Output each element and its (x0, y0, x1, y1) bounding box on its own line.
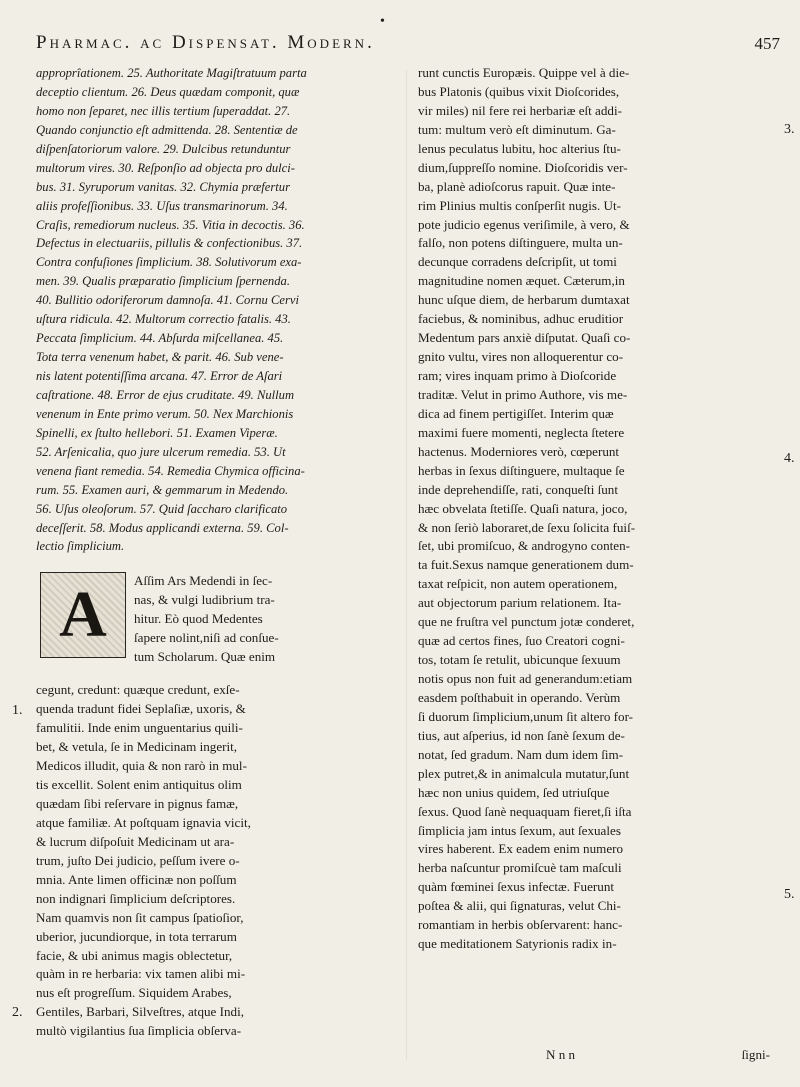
body-line: tum: multum verò eſt diminutum. Ga- (418, 121, 616, 137)
column-gutter (406, 70, 407, 1060)
body-line: poſtea & alii, qui ſignaturas, velut Chi- (418, 898, 621, 914)
body-line: rim Plinius multis conſperſit nugis. Ut- (418, 197, 621, 213)
body-line: dium,ſuppreſſo nomine. Dioſcoridis ver- (418, 159, 628, 175)
left-column (36, 64, 392, 1041)
summary-line: Peccata ſimplicium. 44. Abſurda miſcellanea. 45. (36, 331, 284, 346)
body-line: quenda tradunt fidei Seplaſiæ, uxoris, & (36, 701, 246, 717)
body-line: hunc uſque diem, de herbarum dumtaxat (418, 292, 630, 308)
body-line: runt cunctis Europæis. Quippe vel à die- (418, 65, 630, 80)
summary-line: men. 39. Qualis præparatio ſimplicium ſpernenda. (36, 274, 290, 289)
body-line: bet, & vetula, ſe in Medicinam ingerit, (36, 739, 238, 755)
body-line: ſet, ubi promiſcuo, & androgyno conten- (418, 538, 630, 554)
summary-line: homo non ſeparet, nec illis tertium ſuperaddat. 27. (36, 103, 291, 118)
body-line: ta fuit.Sexus namque generationem dum- (418, 557, 634, 573)
body-line: notat, ſed gradum. Nam dum idem ſim- (418, 746, 624, 762)
body-line: hæc non unius quidem, ſed utriuſque (418, 784, 610, 800)
summary-line: Quando conjunctio eſt admittenda. 28. Sententiæ de (36, 122, 298, 137)
body-line: notis opus non fuit ad generandum:etiam (418, 671, 633, 686)
margin-note-number: 3. (784, 122, 795, 137)
body-line: falſo, non potens diſtinguere, multa un- (418, 235, 623, 251)
signature-mark: N n n (546, 1047, 576, 1062)
summary-line: venena fiant remedia. 54. Remedia Chymica officina- (36, 463, 305, 478)
body-line: tis excellit. Solent enim antiquitus olim (36, 777, 242, 793)
body-line: tius, aut aſperius, id non ſanè ſexum de- (418, 727, 625, 743)
summary-line: Contra confuſiones ſimplicium. 38. Solutivorum exa- (36, 255, 302, 270)
body-line: quædam ſibi reſervare in pignus famæ, (36, 796, 239, 811)
page-number: 457 (754, 34, 780, 53)
ornamented-initial-block (36, 568, 392, 681)
body-line: faciebus, & nominibus, adhuc eruditior (418, 311, 624, 327)
body-line: herba naſcuntur promiſcuè tam maſculi (418, 860, 622, 876)
body-line: Nam quamvis non ſit campus ſpatioſior, (36, 909, 244, 925)
body-line: maximi fuere momenti, neglecta ſtetere (418, 424, 625, 440)
body-line: non indignari ſimplicium deſcriptores. (36, 890, 236, 906)
margin-note-number: 1. (12, 703, 23, 718)
body-line: quæ ad certos fines, ſuo Creatori cogni- (418, 633, 625, 649)
summary-line: 40. Bullitio odoriferorum damnoſa. 41. Cornu Cervi (36, 293, 299, 308)
drop-cap-letter: A (59, 578, 107, 652)
body-line: bus Platonis (quibus vixit Dioſcorides, (418, 83, 620, 99)
body-line: Aſſim Ars Medendi in ſec- (134, 573, 273, 589)
running-head: Pharmac. ac Dispensat. Modern. (36, 32, 375, 53)
summary-line: lectio ſimplicium. (36, 539, 125, 554)
body-line: nus eſt progreſſum. Siquidem Arabes, (36, 985, 232, 1001)
body-line: ram; vires inquam primo à Dioſcoride (418, 368, 617, 383)
body-line: famulitii. Inde enim unguentarius quili- (36, 720, 243, 736)
body-line: quàm fœminei ſexus infectæ. Fuerunt (418, 879, 615, 895)
body-line: ſapere nolint,niſi ad conſue- (134, 630, 279, 646)
margin-note-number: 2. (12, 1005, 23, 1020)
body-line: vires haberent. Ex eadem enim numero (418, 841, 624, 857)
header-ornament: • (380, 14, 385, 29)
body-line: mnia. Ante limen officinæ non poſſum (36, 871, 237, 887)
margin-note-number: 4. (784, 451, 795, 466)
body-line: uberior, jucundiorque, in tota terrarum (36, 928, 237, 944)
body-line: que meditationem Satyrionis radix in- (418, 936, 617, 952)
summary-line: Tota terra venenum habet, & parit. 46. Sub vene- (36, 350, 284, 365)
body-line: hitur. Eò quod Medentes (134, 611, 263, 627)
body-line: Medicos illudit, quia & non rarò in mul- (36, 758, 247, 774)
summary-line: approprîationem. 25. Authoritate Magiſtratuum parta (36, 66, 307, 80)
summary-line: uſtura ridicula. 42. Multorum correctio fatalis. 43. (36, 312, 291, 327)
body-line: traditæ. Velut in primo Authore, vis me- (418, 386, 628, 402)
body-line: dica ad finem pertigiſſet. Interim quæ (418, 405, 614, 421)
body-line: gnito vultu, vires non alloquerentur co- (418, 349, 624, 365)
summary-line: deceſſerit. 58. Modus applicandi externa. 59. Col- (36, 520, 289, 535)
decorated-initial (40, 572, 126, 658)
body-line: ſi duorum ſimplicium,unum ſit altero for- (418, 708, 634, 724)
summary-line: Spinelli, ex ſtulto hellebori. 51. Examen Viperæ. (36, 425, 278, 440)
summary-line: 56. Uſus oleoſorum. 57. Quid ſaccharo clarificato (36, 501, 288, 516)
body-line: cegunt, credunt: quæque credunt, exſe- (36, 682, 240, 698)
body-line: herbas in ſexus diſtinguere, multaque ſe (418, 462, 625, 478)
summary-line: bus. 31. Syruporum vanitas. 32. Chymia præfertur (36, 179, 290, 194)
body-line: lenus peculatus lubitu, hoc alterius ſtu- (418, 140, 621, 156)
body-line: atque familiæ. At poſtquam ignavia vicit, (36, 814, 251, 830)
body-text (36, 681, 392, 1041)
summary-line: caſtratione. 48. Error de ejus cruditate. 49. Nullum (36, 387, 295, 402)
body-line: Medentum pars anxiè diſputat. Quaſi co- (418, 330, 631, 346)
body-line: Gentiles, Barbari, Silveſtres, atque Indi, (36, 1004, 244, 1020)
body-line: tum Scholarum. Quæ enim (134, 649, 276, 665)
summary-line: aliis profeſſionibus. 33. Uſus transmarinorum. 34. (36, 198, 288, 213)
summary-line: rum. 55. Examen auri, & gemmarum in Medendo. (36, 482, 289, 497)
body-line: decunque corradens deſcripſit, ut tomi (418, 254, 617, 270)
body-line: pote judicio egenus veriſimile, à vero, & (418, 216, 630, 232)
body-line: que ne fruſtra vel punctum jotæ conderet, (418, 614, 635, 630)
summary-line: nis latent potentiſſima arcana. 47. Error de Aſari (36, 369, 283, 383)
summary-line: multorum vires. 30. Reſponſio ad objecta pro dulci- (36, 160, 295, 175)
summary-line: deceptio clientum. 26. Deus quædam componit, quæ (36, 84, 300, 99)
body-line: tos, totam ſe retulit, ubicunque ſexuum (418, 652, 621, 668)
catchword: ſigni- (741, 1047, 770, 1062)
body-line: hactenus. Moderniores verò, cœperunt (418, 443, 620, 459)
chapter-summary (36, 64, 392, 556)
body-line: plex putret,& in animalcula mutatur,ſunt (418, 765, 630, 781)
body-line: ba, planè adioſcorus rapuit. Quæ inte- (418, 178, 616, 194)
body-line: multò vigilantius ſua ſimplicia obſerva- (36, 1023, 242, 1039)
page-header (36, 8, 788, 64)
body-line: easdem poſthabuit in operando. Verùm (418, 689, 621, 705)
body-line: taxat reſpicit, non autem operationem, (418, 576, 618, 592)
body-line: romantiam in herbis obſervarent: hanc- (418, 917, 623, 933)
body-line: magnitudine nomen æquet. Cæterum,in (418, 273, 625, 289)
summary-line: venenum in Ente primo verum. 50. Nex Marchionis (36, 406, 294, 421)
body-line: vir miles) nil fere rei herbariæ eſt addi- (418, 102, 622, 118)
body-line: ſimplicia jam intus ſexum, aut ſexuales (418, 822, 621, 838)
body-line: ſexus. Quod ſanè nequaquam fieret,ſi iſta (418, 803, 632, 819)
summary-line: Defectus in electuariis, pillulis & confectionibus. 37. (36, 236, 303, 251)
summary-line: Craſis, remediorum nucleus. 35. Vitia in decoctis. 36. (36, 217, 305, 232)
body-line: quàm in re herbaria: vix tamen alibi mi- (36, 966, 246, 982)
body-line: trum, juſto Dei judicio, peſſum ivere o- (36, 852, 240, 868)
body-line: & lucrum diſpoſuit Medicinam ut ara- (36, 833, 235, 849)
right-column (418, 64, 780, 954)
body-line: nas, & vulgi ludibrium tra- (134, 592, 275, 608)
summary-line: diſpenſatoriorum valore. 29. Dulcibus retunduntur (36, 141, 291, 156)
body-line: hæc obvelata ſtetiſſe. Quaſi natura, joco, (418, 500, 628, 516)
body-line: aut objectorum parium relationem. Ita- (418, 595, 622, 611)
body-line: & non ſeriò laboraret,de ſexu ſolicita fuiſ- (418, 519, 636, 535)
summary-line: 52. Arſenicalia, quo jure ulcerum remedia. 53. Ut (36, 444, 286, 459)
body-line: inde deprehendiſſe, rati, conqueſti ſunt (418, 481, 618, 497)
body-line: facie, & ubi animus magis oblectetur, (36, 947, 233, 963)
margin-note-number: 5. (784, 887, 795, 902)
